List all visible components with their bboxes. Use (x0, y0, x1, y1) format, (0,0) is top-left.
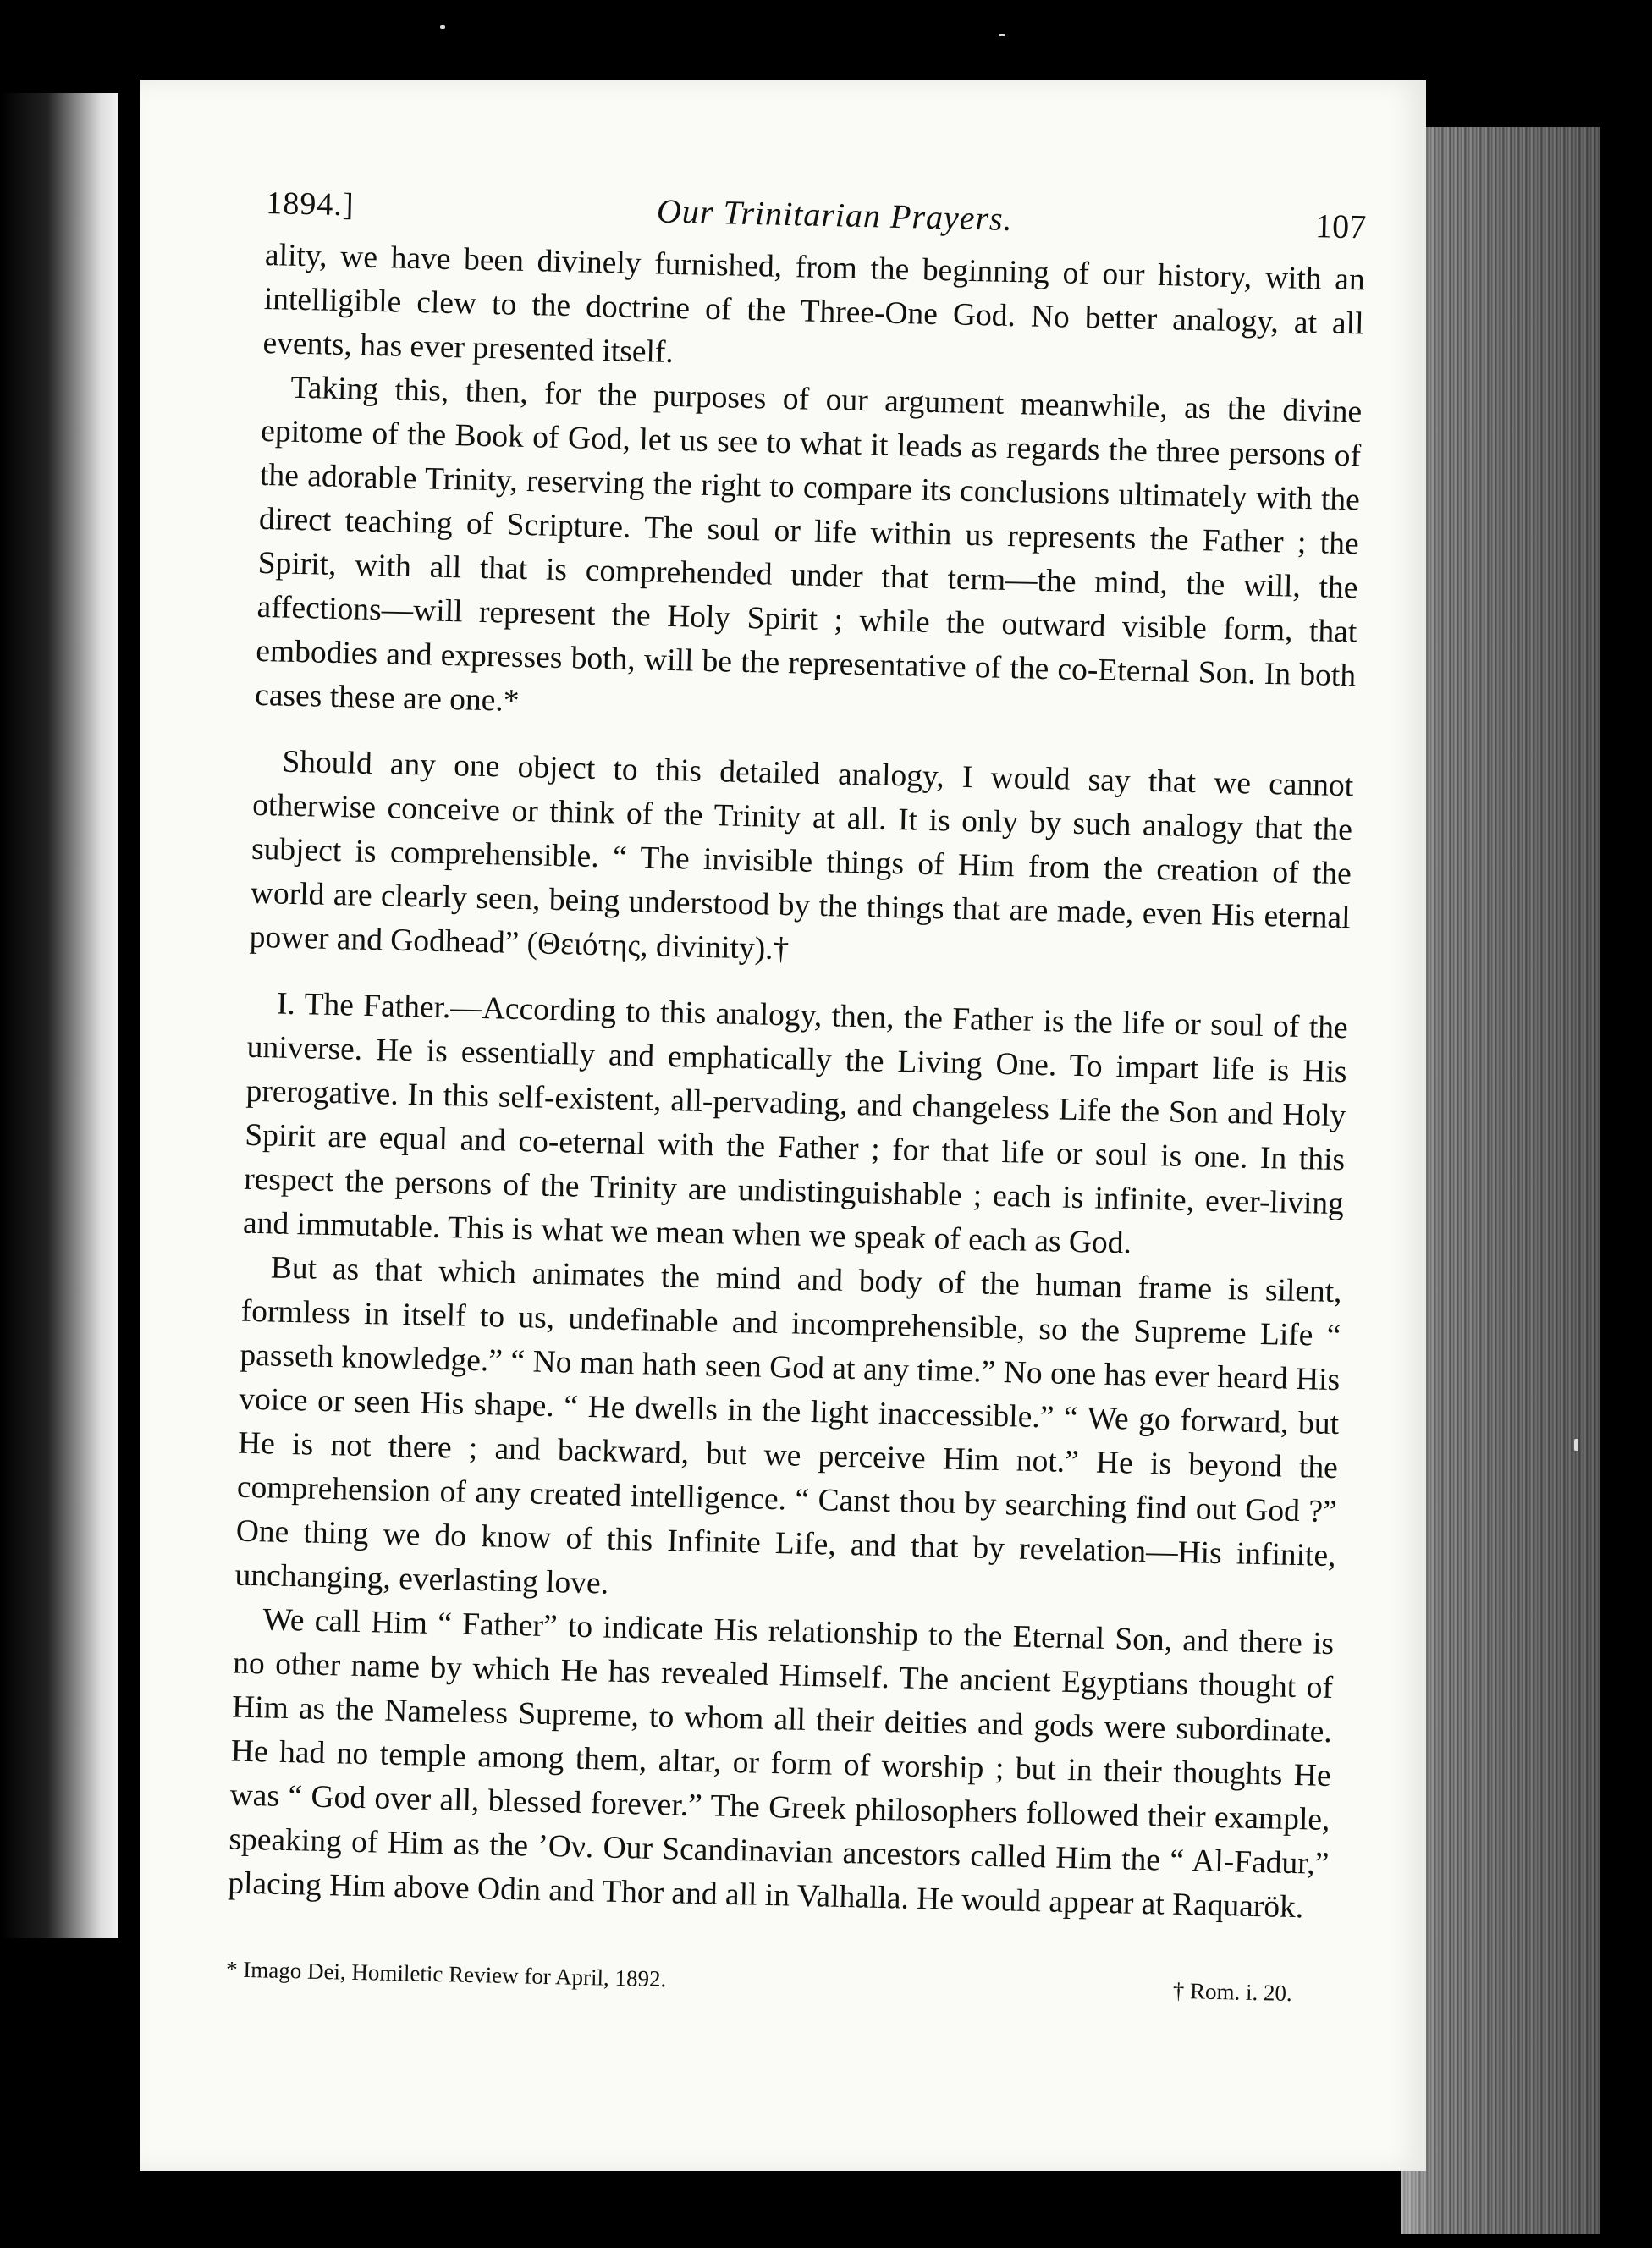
body-text (228, 234, 1365, 1931)
book-page (140, 80, 1426, 2171)
running-head-title: Our Trinitarian Prayers. (656, 191, 1014, 239)
paragraph: Taking this, then, for the purposes of our argument meanwhile, as the divine epitome of the Book of God, let us see to what it leads as regards the three persons of the adorable Trinity, reserving the right to compare its conclusions ultimately with the direct teaching of Scripture. The soul or life within us represents the Father ; the Spirit, with all that is comprehended under that term—the mind, the will, the affections—will represent the Holy Spirit ; while the outward visible form, that embodies and expresses both, will be the representative of the co-Eternal Son. In both cases these are one.* (254, 370, 1363, 719)
facing-page-edge (0, 93, 118, 1938)
page-content (226, 182, 1367, 2008)
footnote-right: † Rom. i. 20. (1172, 1977, 1293, 2007)
paragraph: We call Him “ Father” to indicate His relationship to the Eternal Son, and there is no other name by which He has revealed Himself. The ancient Egyptians thought of Him as the Nameless Supreme, to whom all their deities and gods were subordinate. He had no temple among them, altar, or form of worship ; but in their thoughts He was “ God over all, blessed forever.” The Greek philosophers followed their example, speaking of Him as the ’Ον. Our Scandinavian ancestors called Him the “ Al-Fadur,” placing Him above Odin and Thor and all in Valhalla. He would appear at Raquarök. (227, 1602, 1335, 1926)
paragraph: I. The Father.—According to this analogy, then, the Father is the life or soul of the universe. He is essentially and emphatically the Living One. To impart life is His prerogative. In this self-existent, all-pervading, and changeless Life the Son and Holy Spirit are equal and co-eternal with the Father ; for that life or soul is one. In this respect the persons of the Trinity are undistinguishable ; each is infinite, ever-living and immutable. This is what we mean when we speak of each as God. (242, 986, 1349, 1261)
scan-speck (440, 25, 445, 29)
scan-speck (1574, 1439, 1578, 1451)
paragraph: But as that which animates the mind and body of the human frame is silent, formless in itself to us, undefinable and incomprehensible, so the Supreme Life “ passeth knowledge.” “ No man hath seen God at any time.” No one has ever heard His voice or seen His shape. “ He dwells in the light inaccessible.” “ We go forward, but He is not there ; and backward, but we perceive Him not.” He is beyond the comprehension of any created intelligence. “ Canst thou by searching find out God ?” One thing we do know of this Infinite Life, and that by revelation—His infinite, unchanging, everlasting love. (234, 1250, 1343, 1601)
page-number: 107 (1314, 207, 1367, 246)
paragraph: ality, we have been divinely furnished, from the beginning of our history, with an intelligible clew to the doctrine of the Three-One God. No better analogy, at all events, has ever presented itself. (262, 237, 1366, 370)
scan-speck (999, 34, 1005, 36)
footnotes (226, 1956, 1326, 2007)
book-page-edges (1401, 127, 1600, 2234)
paragraph: Should any one object to this detailed analogy, I would say that we cannot otherwise conceive or think of the Trinity at all. It is only by such analogy that the subject is comprehensible. “ The invisible things of Him from the creation of the world are clearly seen, being understood by the things that are made, even His eternal power and Godhead” (Θειότης, divinity).† (249, 744, 1354, 967)
footnote-left: * Imago Dei, Homiletic Review for April, 1892. (225, 1956, 667, 1992)
running-head-year: 1894.] (265, 185, 355, 223)
